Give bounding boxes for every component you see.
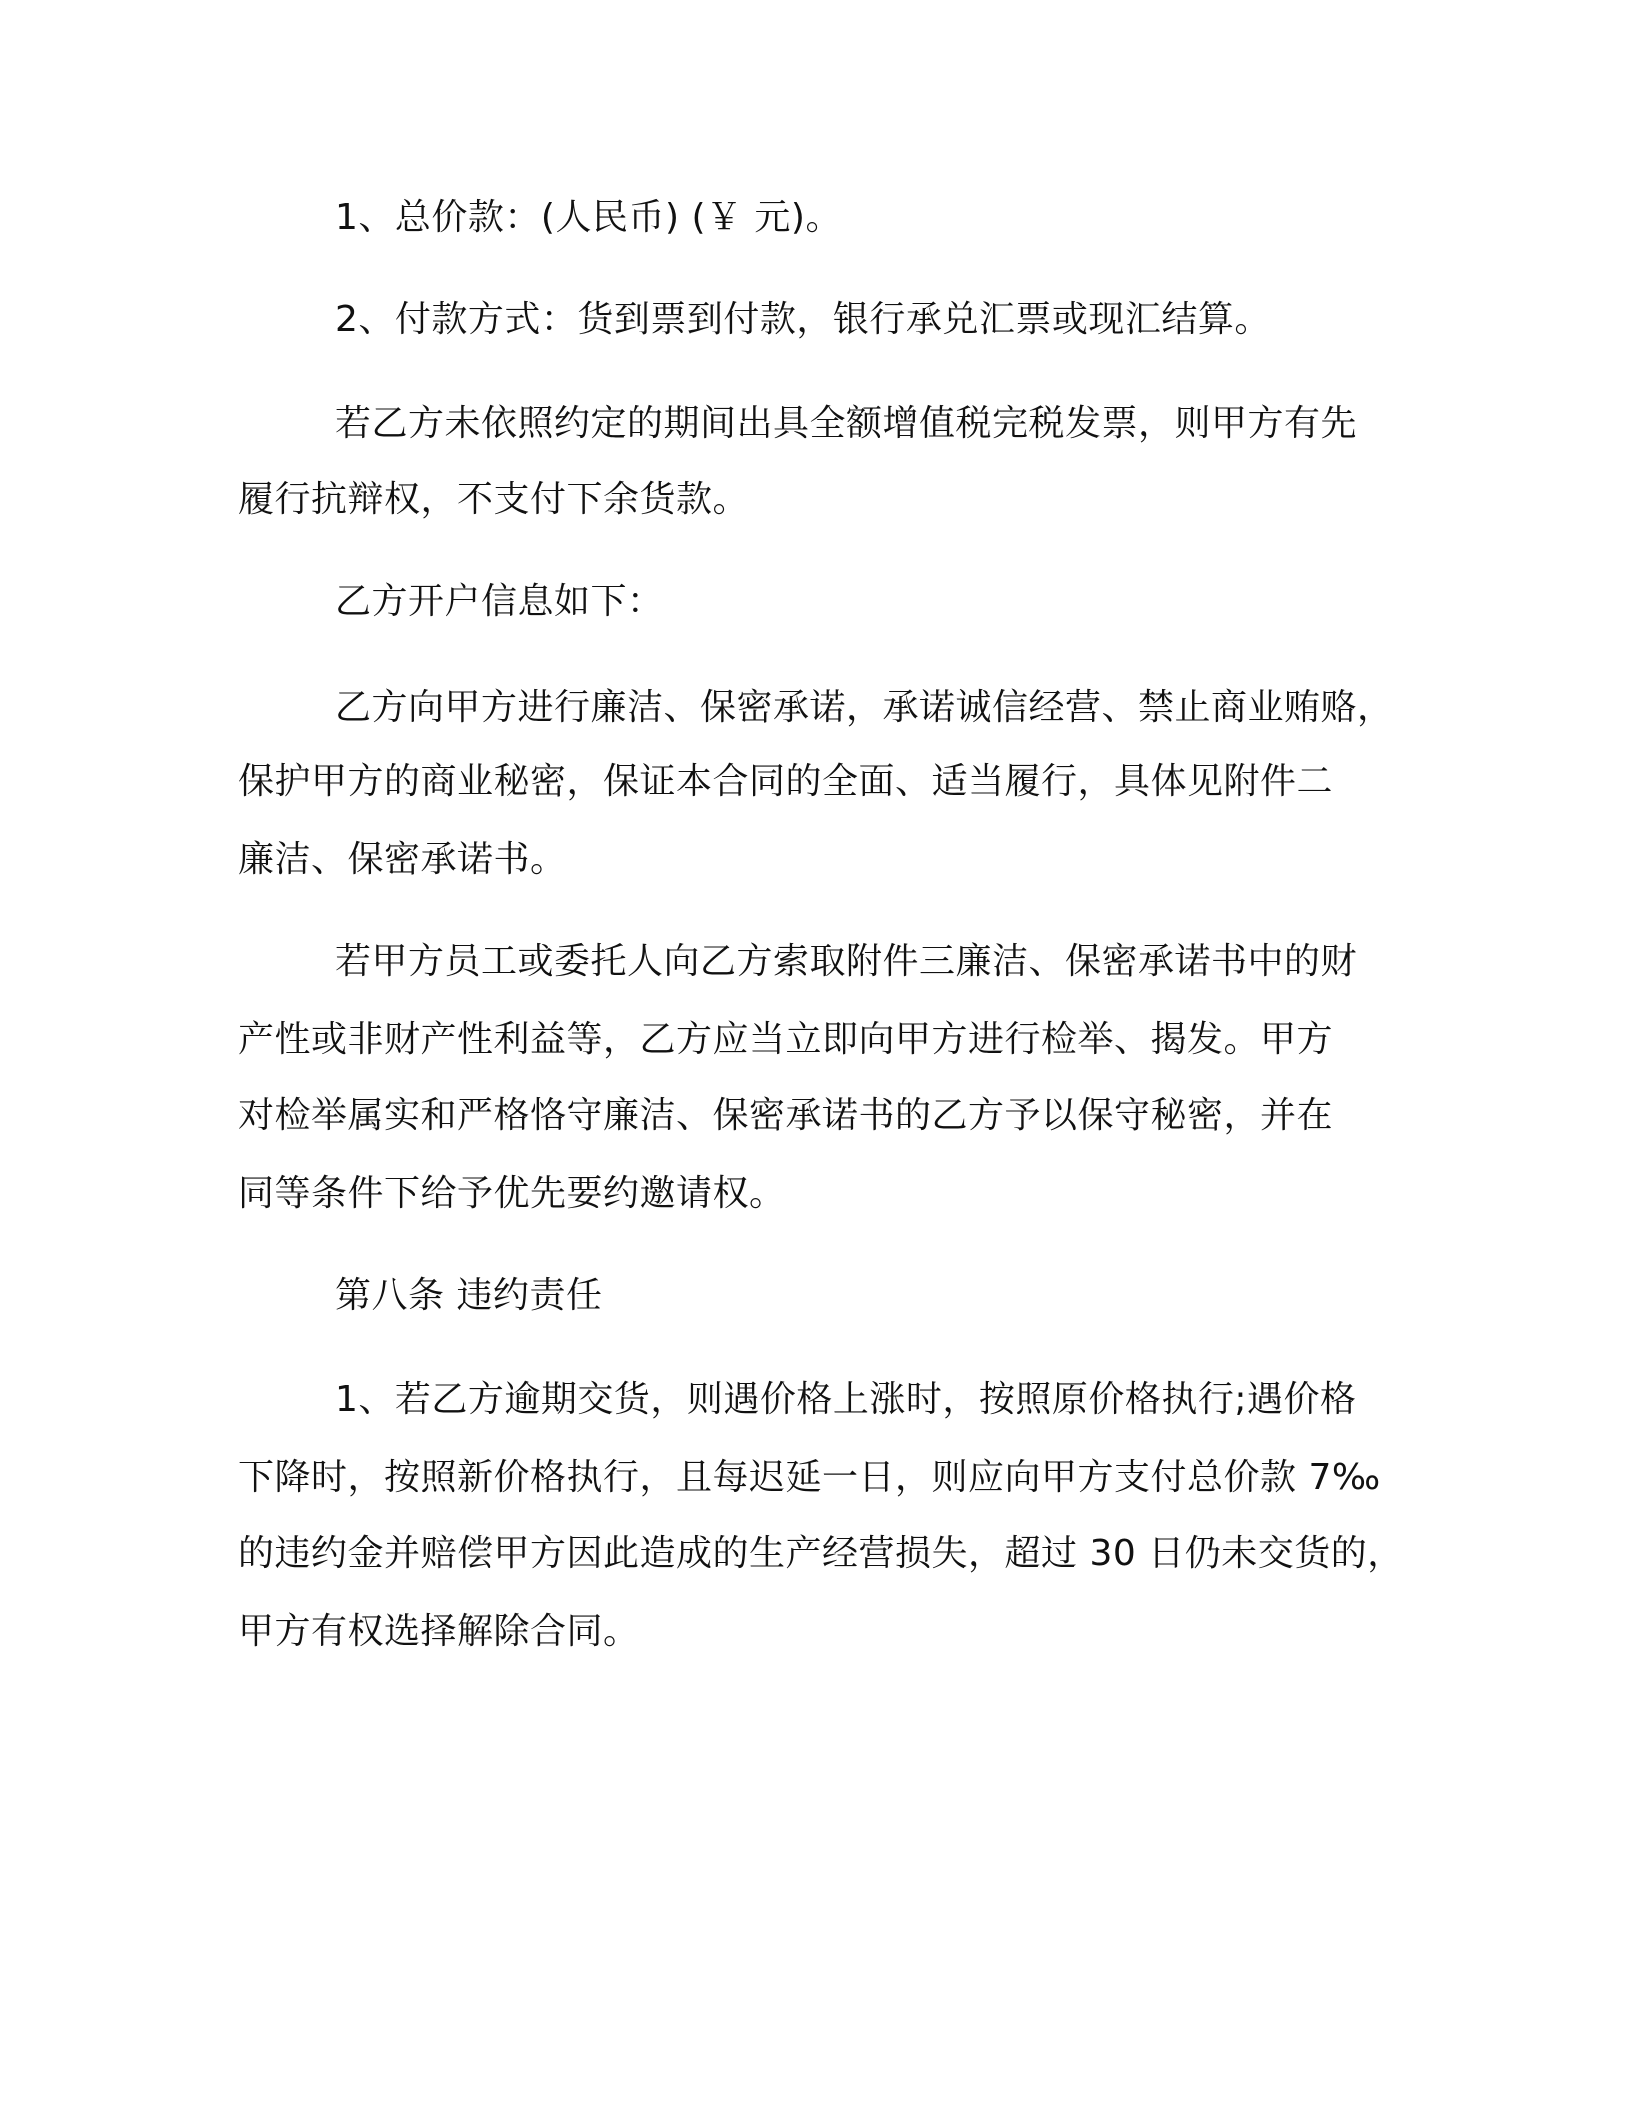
paragraph-line: 若甲方员工或委托人向乙方索取附件三廉洁、保密承诺书中的财: [335, 941, 1358, 982]
paragraph-line: 2、付款方式：货到票到付款，银行承兑汇票或现汇结算。: [335, 299, 1271, 340]
paragraph-line: 甲方有权选择解除合同。: [238, 1611, 640, 1652]
paragraph-line: 廉洁、保密承诺书。: [238, 839, 567, 880]
paragraph-line: 同等条件下给予优先要约邀请权。: [238, 1173, 786, 1214]
section-heading: 第八条 违约责任: [335, 1275, 603, 1316]
paragraph-line: 乙方开户信息如下：: [335, 581, 664, 622]
paragraph-line: 保护甲方的商业秘密，保证本合同的全面、适当履行，具体见附件二: [238, 761, 1334, 802]
paragraph-line: 1、总价款：(人民币) (￥ 元)。: [335, 197, 842, 238]
paragraph-line: 的违约金并赔偿甲方因此造成的生产经营损失，超过 30 日仍未交货的，: [238, 1533, 1404, 1574]
paragraph-line: 乙方向甲方进行廉洁、保密承诺，承诺诚信经营、禁止商业贿赂，: [335, 687, 1394, 728]
paragraph-line: 对检举属实和严格恪守廉洁、保密承诺书的乙方予以保守秘密，并在: [238, 1095, 1334, 1136]
paragraph-line: 1、若乙方逾期交货，则遇价格上涨时，按照原价格执行;遇价格: [335, 1379, 1357, 1420]
paragraph-line: 下降时，按照新价格执行，且每迟延一日，则应向甲方支付总价款 7‰: [238, 1457, 1381, 1498]
paragraph-line: 若乙方未依照约定的期间出具全额增值税完税发票，则甲方有先: [335, 403, 1358, 444]
paragraph-line: 履行抗辩权，不支付下余货款。: [238, 479, 750, 520]
paragraph-line: 产性或非财产性利益等，乙方应当立即向甲方进行检举、揭发。甲方: [238, 1019, 1334, 1060]
